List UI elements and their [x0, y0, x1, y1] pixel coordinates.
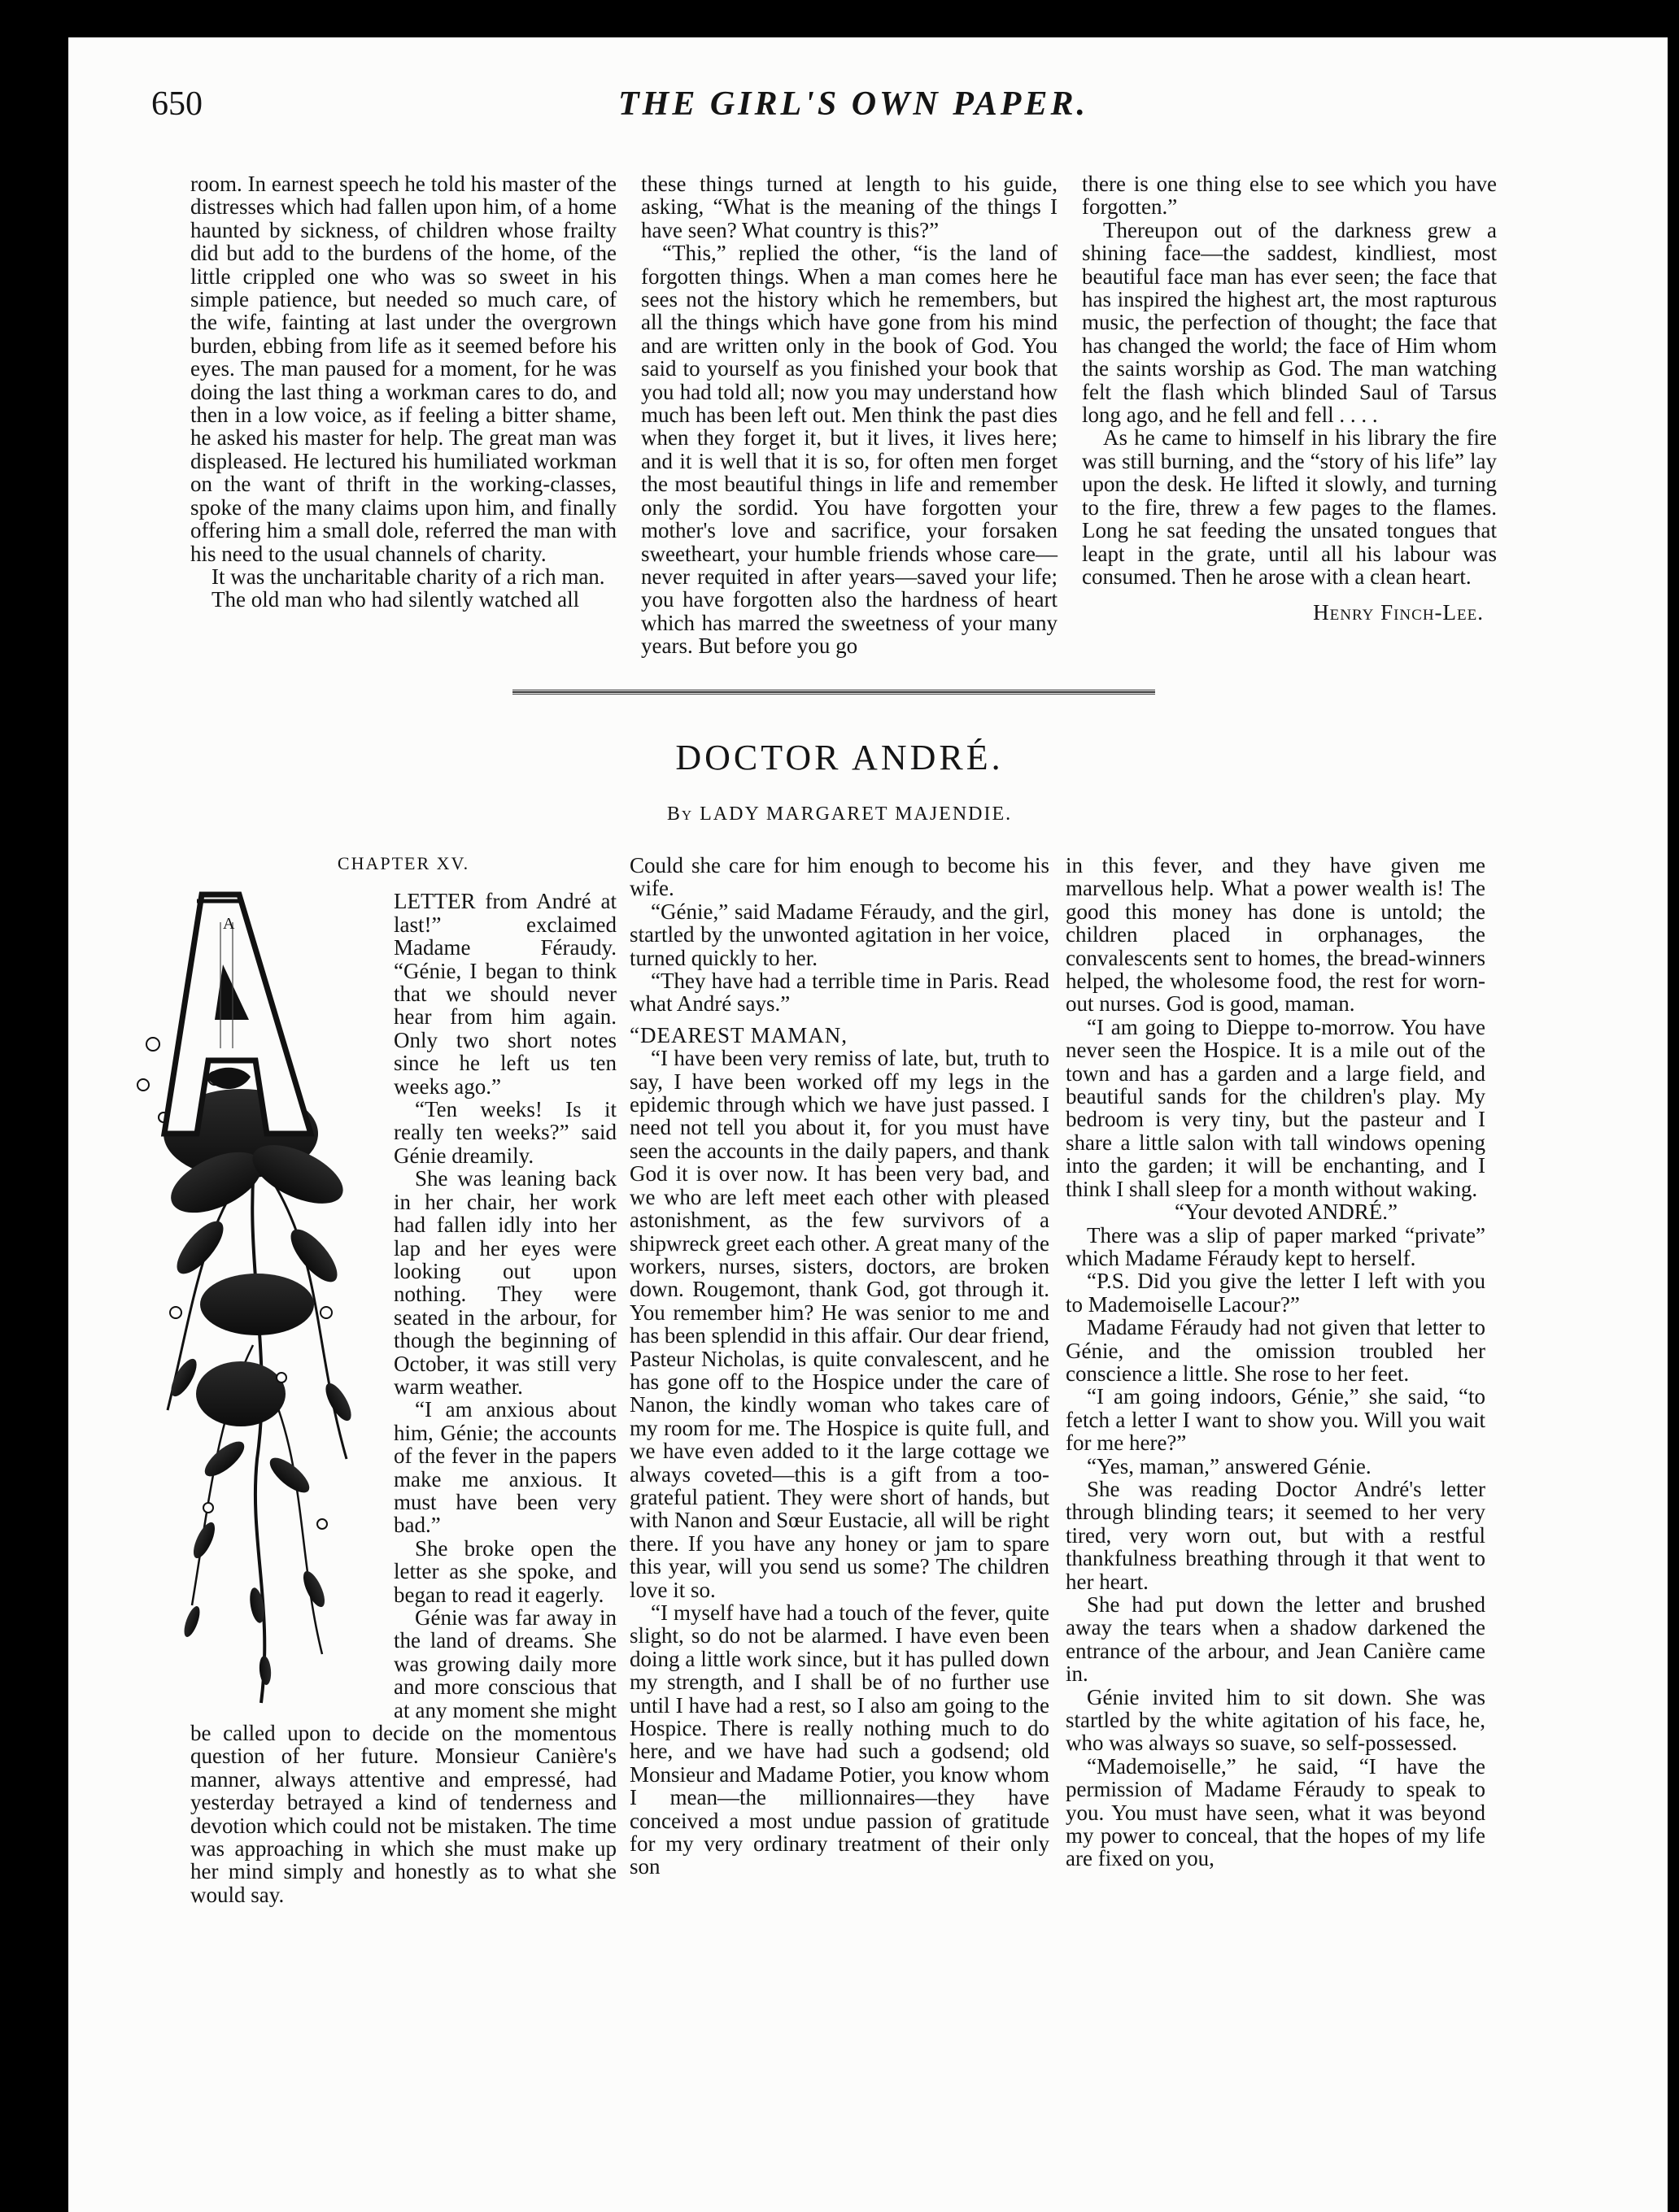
article-byline: By LADY MARGARET MAJENDIE.	[666, 803, 1013, 825]
article-title: DOCTOR ANDRÉ.	[675, 738, 1004, 777]
paragraph: Thereupon out of the darkness grew a shining face—the saddest, kindliest, most beautiful face man has ever seen; the face that has inspired the highest art, the most rapturous music, the perfection of thought; the face that has changed the world; the face of Him whom the saints worship as God. The man watching felt the flash which blinded Saul of Tarsus long ago, and he fell and fell . . . .	[1082, 217, 1497, 428]
story-column-2	[641, 172, 1058, 658]
paragraph: “I am going indoors, Génie,” she said, “to fetch a letter I want to show you. Will you wait for me here?”	[1066, 1384, 1485, 1456]
paragraph: there is one thing else to see which you have forgotten.”	[1082, 172, 1497, 220]
paragraph: She had put down the letter and brushed away the tears when a shadow darkened the entrance of the arbour, and Jean Canière came in.	[1066, 1592, 1485, 1687]
paragraph: LETTER from André at last!” exclaimed Madame Féraudy. “Génie, I began to think that we should never hear from him again. Only two short notes since he left us ten weeks ago.”	[394, 889, 617, 1099]
paragraph: As he came to himself in his library the fire was still burning, and the “story of his life” lay upon the desk. He lifted it slowly, and turning to the fire, threw a few pages to the flames. Long he sat feeding the unsated tongues that leapt in the grate, until all his labour was consumed. Then he arose with a clean heart.	[1082, 425, 1497, 589]
chapter-heading: CHAPTER XV.	[337, 853, 470, 873]
paragraph: She was leaning back in her chair, her work had fallen idly into her lap and her eyes were looking out upon nothing. They were seated in the arbour, for though the beginning of October, it was still very warm weather.	[394, 1166, 617, 1399]
paragraph: The old man who had silently watched all	[212, 587, 580, 612]
running-head: THE GIRL'S OWN PAPER.	[618, 85, 1088, 123]
paragraph: There was a slip of paper marked “private” which Madame Féraudy kept to herself.	[1066, 1222, 1485, 1270]
paragraph: “I have been very remiss of late, but, truth to say, I have been worked off my legs in the epidemic through which we have just passed. I need not tell you about it, for you must have seen the accounts in the daily papers, and thank God it is over now. It has been very bad, and we who are left meet each other with pleased astonishment, as the few survivors of a shipwreck greet each other. A great many of the workers, nurses, sisters, doctors, are broken down. Rougemont, thank God, got through it. You remember him? He was senior to me and has been splendid in this affair. Our dear friend, Pasteur Nicholas, is quite convalescent, and he has gone off to the Hospice under the care of Nanon, the kindly woman who takes care of my room for me. The Hospice is quite full, and we have even added to it the large cottage we always coveted—this is a gift from a too-grateful patient. They were short of hands, but with Nanon and Sœur Eustacie, all will be right there. If you have any honey or jam to spare this year, will you send us some? The children love it so.	[630, 1046, 1049, 1602]
paragraph: She broke open the letter as she spoke, and began to read it eagerly.	[394, 1535, 617, 1607]
article-column-1	[190, 852, 617, 1906]
paragraph: Génie was far away in the land of dreams. She was growing daily more and more conscious that at any moment she might be called upon to decide on the momentous question of her future. Monsieur Canière's manner, always attentive and empressé, had yesterday betrayed a kind of tenderness and devotion which could not be mistaken. The time was approaching in which she must make up her mind simply and honestly as to what she would say.	[190, 1605, 617, 1907]
ornamental-dropcap	[119, 890, 387, 1711]
story-column-3	[1082, 172, 1497, 625]
paragraph: “I am going to Dieppe to-morrow. You have never seen the Hospice. It is a mile out of the town and has a garden and a large field, and beautiful sands for the children's play. My bedroom is very tiny, but the pasteur and I share a little salon with tall windows opening into the garden; it will be enchanting, and I think I shall sleep for a month without waking.	[1066, 1014, 1485, 1201]
paragraph: in this fever, and they have given me marvellous help. What a power wealth is! The good this money has done is untold; the children placed in orphanages, the convalescents sent to homes, the bread-winners helped, the wholesome food, the rest for worn-out nurses. God is good, maman.	[1066, 853, 1485, 1017]
paragraph: room. In earnest speech he told his master of the distresses which had fallen upon him, of a home haunted by sickness, of children whose frailty did but add to the burdens of the home, of the little crippled one who was so sweet in his simple patience, but needed so much care, of the wife, fainting at last under the overgrown burden, ebbing from life as it seemed before his eyes. The man paused for a moment, for he was doing the last thing a workman cares to do, and then in a low voice, as if feeling a bitter shame, he asked his master for help. The great man was displeased. He lectured his humiliated workman on the want of thrift in the working-classes, spoke of the many claims upon him, and finally offering him a small dole, referred the man with his need to the usual channels of charity.	[190, 172, 617, 566]
paragraph: She was reading Doctor André's letter through blinding tears; it seemed to her very tired, very worn out, but with a restful thankfulness breathing through it that went to her heart.	[1066, 1476, 1485, 1594]
paragraph: “They have had a terrible time in Paris. Read what André says.”	[630, 969, 1049, 1017]
page-number: 650	[151, 85, 203, 123]
story-column-1	[190, 172, 617, 612]
article-column-3	[1066, 854, 1485, 1870]
author-signature: Henry Finch-Lee.	[1313, 600, 1484, 625]
paragraph: “This,” replied the other, “is the land of forgotten things. When a man comes here he sees not the history which he remembers, but all the things which have gone from his mind and are written only in the book of God. You said to yourself as you finished your book that you had told all; now you may understand how much has been left out. Men think the past dies when they forget it, but it lives, it lives here; and it is well that it is so, for often men forget the most beautiful things in life and remember only the sordid. You have forgotten your mother's love and sacrifice, your forsaken sweetheart, your humble friends whose care—never requited in after years—saved your life; you have forgotten also the hardness of heart which has marred the sweetness of your many years. But before you go	[641, 241, 1058, 659]
paragraph: “I myself have had a touch of the fever, quite slight, so do not be alarmed. I have even been doing a little work since, but it has pulled down my strength, and I shall be of no further use until I have had a rest, so I also am going to the Hospice. There is really nothing much to do here, and we have had such a godsend; old Monsieur and Madame Potier, you know whom I mean—the millionnaires—they have conceived a most undue passion of gratitude for my very ordinary treatment of their only son	[630, 1600, 1049, 1879]
paragraph: Madame Féraudy had not given that letter to Génie, and the omission troubled her conscience a little. She rose to her feet.	[1066, 1315, 1485, 1386]
letter-salutation: “DEAREST MAMAN,	[630, 1022, 848, 1047]
article-column-2	[630, 854, 1049, 1879]
section-divider	[512, 690, 1155, 695]
paragraph: It was the uncharitable charity of a rich man.	[212, 564, 605, 589]
paragraph: these things turned at length to his guide, asking, “What is the meaning of the things I have seen? What country is this?”	[641, 172, 1058, 242]
dropcap-letter: A	[223, 915, 235, 934]
paragraph: “Génie,” said Madame Féraudy, and the girl, startled by the unwonted agitation in her voice, turned quickly to her.	[630, 899, 1049, 970]
floral-dropcap-illustration	[119, 890, 387, 1711]
paragraph: Génie invited him to sit down. She was startled by the white agitation of his face, he, who was always so suave, so self-possessed.	[1066, 1684, 1485, 1756]
paragraph: “P.S. Did you give the letter I left with you to Mademoiselle Lacour?”	[1066, 1269, 1485, 1317]
paragraph: “Ten weeks! Is it really ten weeks?” said Génie dreamily.	[394, 1097, 617, 1168]
letter-signoff: “Your devoted ANDRÉ.”	[1175, 1200, 1398, 1225]
paragraph: Could she care for him enough to become his wife.	[630, 853, 1049, 901]
paragraph: “Yes, maman,” answered Génie.	[1087, 1453, 1372, 1478]
paragraph: “I am anxious about him, Génie; the accounts of the fever in the papers make me anxious. It must have been very bad.”	[394, 1397, 617, 1538]
paragraph: “Mademoiselle,” he said, “I have the permission of Madame Féraudy to speak to you. You must have seen, what it was beyond my power to conceal, that the hopes of my life are fixed on you,	[1066, 1753, 1485, 1871]
